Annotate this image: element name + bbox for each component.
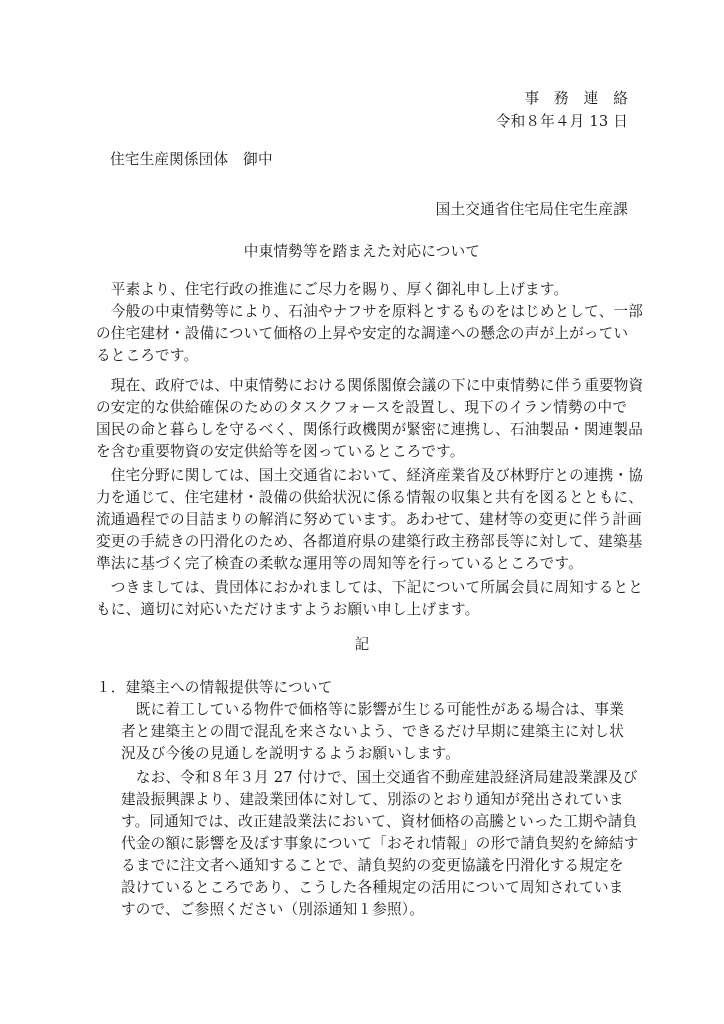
body-line: 今般の中東情勢等により、石油やナフサを原料とするものをはじめとして、一部 — [96, 303, 644, 320]
section-1-line: 既に着工している物件で価格等に影響が生じる可能性がある場合は、事業 — [121, 701, 624, 718]
section-1-line: 況及び今後の見通しを説明するようお願いします。 — [121, 745, 461, 762]
section-1-line: 設けているところであり、こうした各種規定の活用について周知されていま — [121, 879, 624, 896]
addressee: 住宅生産関係団体 御中 — [110, 151, 273, 168]
body-line: の住宅建材・設備について価格の上昇や安定的な調達への懸念の声が上がってい — [96, 325, 629, 342]
body-line: るところです。 — [96, 347, 199, 364]
ki-marker: 記 — [354, 636, 370, 653]
body-line: 変更の手続きの円滑化のため、各都道府県の建築行政主務部長等に対して、建築基 — [96, 533, 643, 550]
body-line: 力を通じて、住宅建材・設備の供給状況に係る情報の収集と共有を図るとともに、 — [96, 489, 644, 506]
section-1-line: 者と建築主との間で混乱を来さないよう、できるだけ早期に建築主に対し状 — [121, 723, 624, 740]
body-line: 国民の命と暮らしを守るべく、関係行政機関が緊密に連携し、石油製品・関連製品 — [96, 421, 644, 438]
body-line: 平素より、住宅行政の推進にご尽力を賜り、厚く御礼申し上げます。 — [96, 281, 569, 298]
doc-date: 令和８年４月 13 日 — [495, 113, 628, 130]
body-line: 現在、政府では、中東情勢における関係閣僚会議の下に中東情勢に伴う重要物資 — [96, 377, 644, 394]
sender: 国土交通省住宅局住宅生産課 — [435, 201, 628, 218]
body-line: もに、適切に対応いただけますようお願い申し上げます。 — [96, 601, 480, 618]
section-1-line: すので、ご参照ください（別添通知１参照）。 — [121, 901, 425, 918]
section-1-line: るまでに注文者へ通知することで、請負契約の変更協議を円滑化する規定を — [121, 857, 624, 874]
body-line: 準法に基づく完了検査の柔軟な運用等の周知等を行っているところです。 — [96, 555, 583, 572]
doc-title: 中東情勢等を踏まえた対応について — [243, 243, 481, 260]
body-line: を含む重要物資の安定供給等を図っているところです。 — [96, 443, 465, 460]
section-1-line: す。同通知では、改正建設業法において、資材価格の高騰といった工期や請負 — [121, 813, 638, 830]
body-line: の安定的な供給確保のためのタスクフォースを設置し、現下のイラン情勢の中で — [96, 399, 628, 416]
section-1-line: 代金の額に影響を及ぼす事象について「おそれ情報」の形で請負契約を締結す — [121, 835, 639, 852]
body-line: つきましては、貴団体におかれましては、下記について所属会員に周知するとと — [96, 579, 644, 596]
body-line: 住宅分野に関しては、国土交通省において、経済産業省及び林野庁との連携・協 — [96, 467, 644, 484]
doc-type: 事 務 連 絡 — [524, 90, 628, 107]
body-line: 流通過程での目詰まりの解消に努めています。あわせて、建材等の変更に伴う計画 — [96, 511, 642, 528]
section-1-line: なお、令和８年３月 27 付けで、国土交通省不動産建設経済局建設業課及び — [121, 769, 638, 786]
section-1-line: 建設振興課より、建設業団体に対して、別添のとおり通知が発出されていま — [121, 791, 624, 808]
section-1-heading: １．建築主への情報提供等について — [96, 679, 333, 696]
